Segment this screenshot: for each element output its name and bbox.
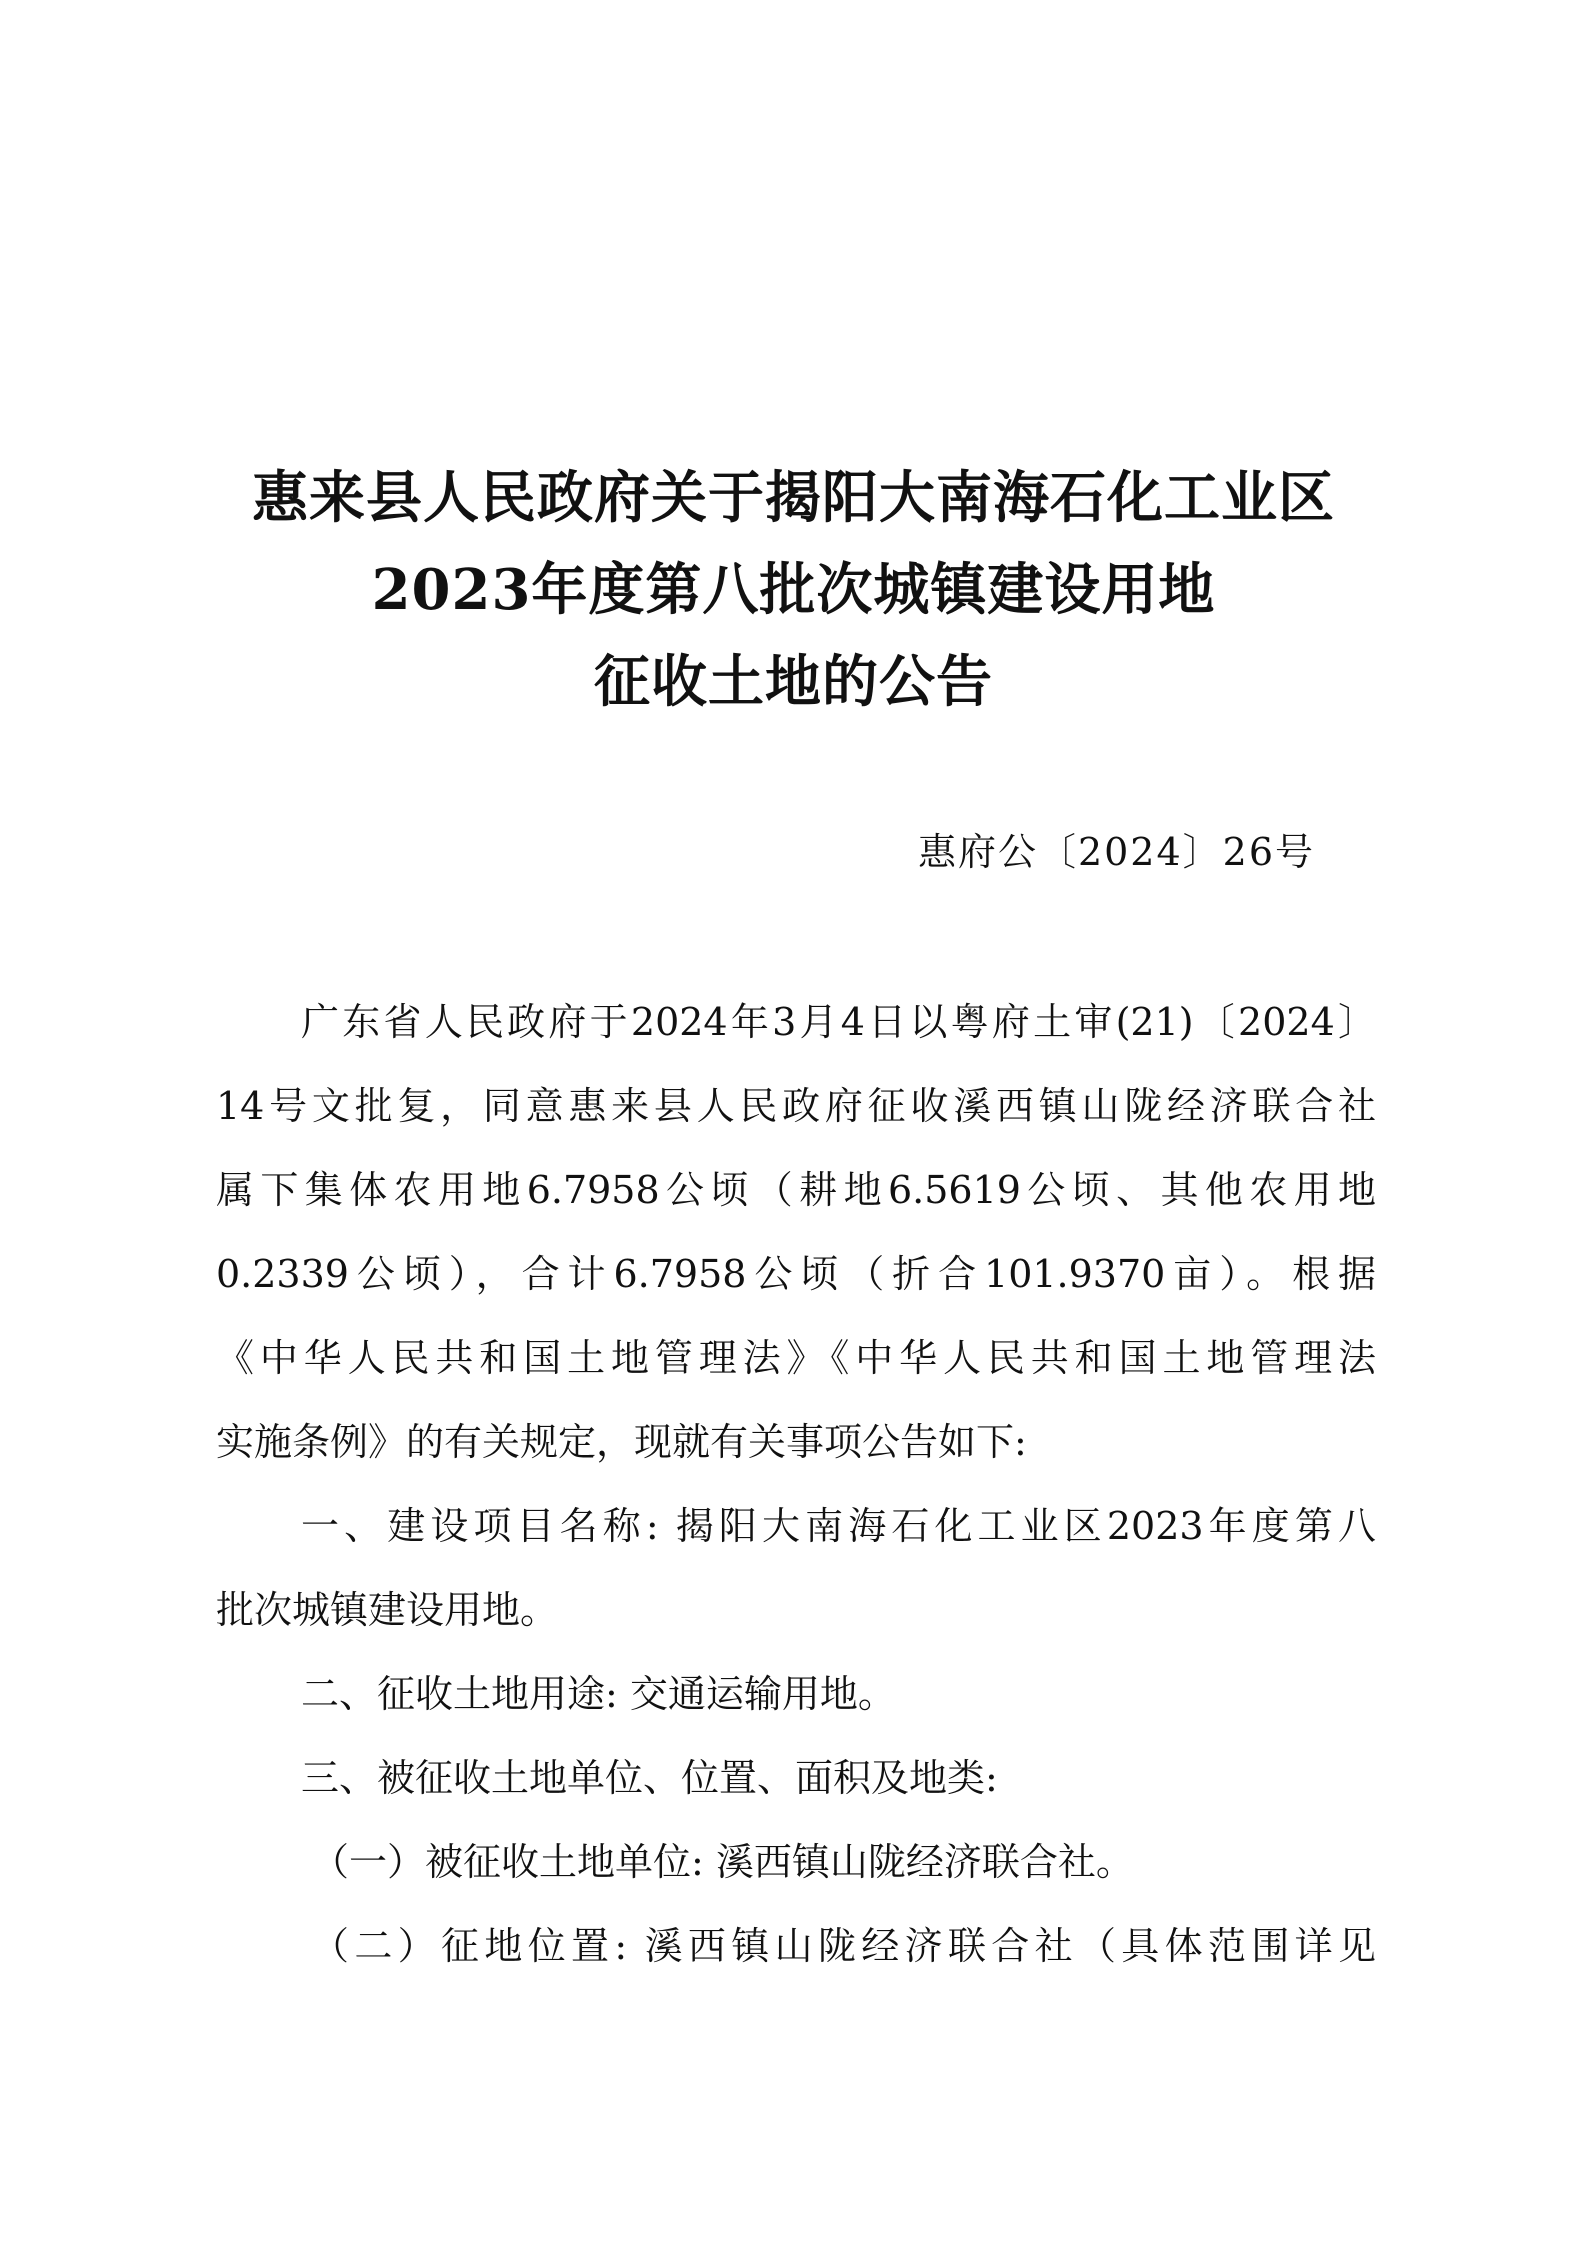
body-line-8: 批次城镇建设用地。 xyxy=(216,1588,559,1632)
body-line-3: 属下集体农用地6.7958公顷（耕地6.5619公顷、其他农用地 xyxy=(216,1168,1376,1212)
body-line-11: （一）被征收土地单位: 溪西镇山陇经济联合社。 xyxy=(311,1840,1134,1884)
body-line-7: 一、建设项目名称: 揭阳大南海石化工业区2023年度第八 xyxy=(301,1504,1376,1548)
body-line-1: 广东省人民政府于2024年3月4日以粤府土审(21)〔2024〕 xyxy=(301,1000,1376,1044)
document-title xyxy=(150,452,1437,728)
body-line-5: 《中华人民共和国土地管理法》《中华人民共和国土地管理法 xyxy=(216,1336,1376,1380)
body-line-6: 实施条例》的有关规定，现就有关事项公告如下: xyxy=(216,1420,1027,1464)
body-line-10: 三、被征收土地单位、位置、面积及地类: xyxy=(301,1756,998,1800)
document-body xyxy=(216,980,1376,1988)
title-line-3: 征收土地的公告 xyxy=(594,649,993,715)
body-line-4: 0.2339公顷），合计6.7958公顷（折合101.9370亩）。根据 xyxy=(216,1252,1376,1296)
body-line-2: 14号文批复，同意惠来县人民政府征收溪西镇山陇经济联合社 xyxy=(216,1084,1376,1128)
title-line-1: 惠来县人民政府关于揭阳大南海石化工业区 xyxy=(252,465,1335,531)
title-line-2: 2023年度第八批次城镇建设用地 xyxy=(371,557,1216,623)
document-number: 惠府公〔2024〕26号 xyxy=(917,830,1315,874)
body-line-9: 二、征收土地用途: 交通运输用地。 xyxy=(301,1672,896,1716)
body-line-12: （二）征地位置: 溪西镇山陇经济联合社（具体范围详见 xyxy=(311,1924,1376,1968)
